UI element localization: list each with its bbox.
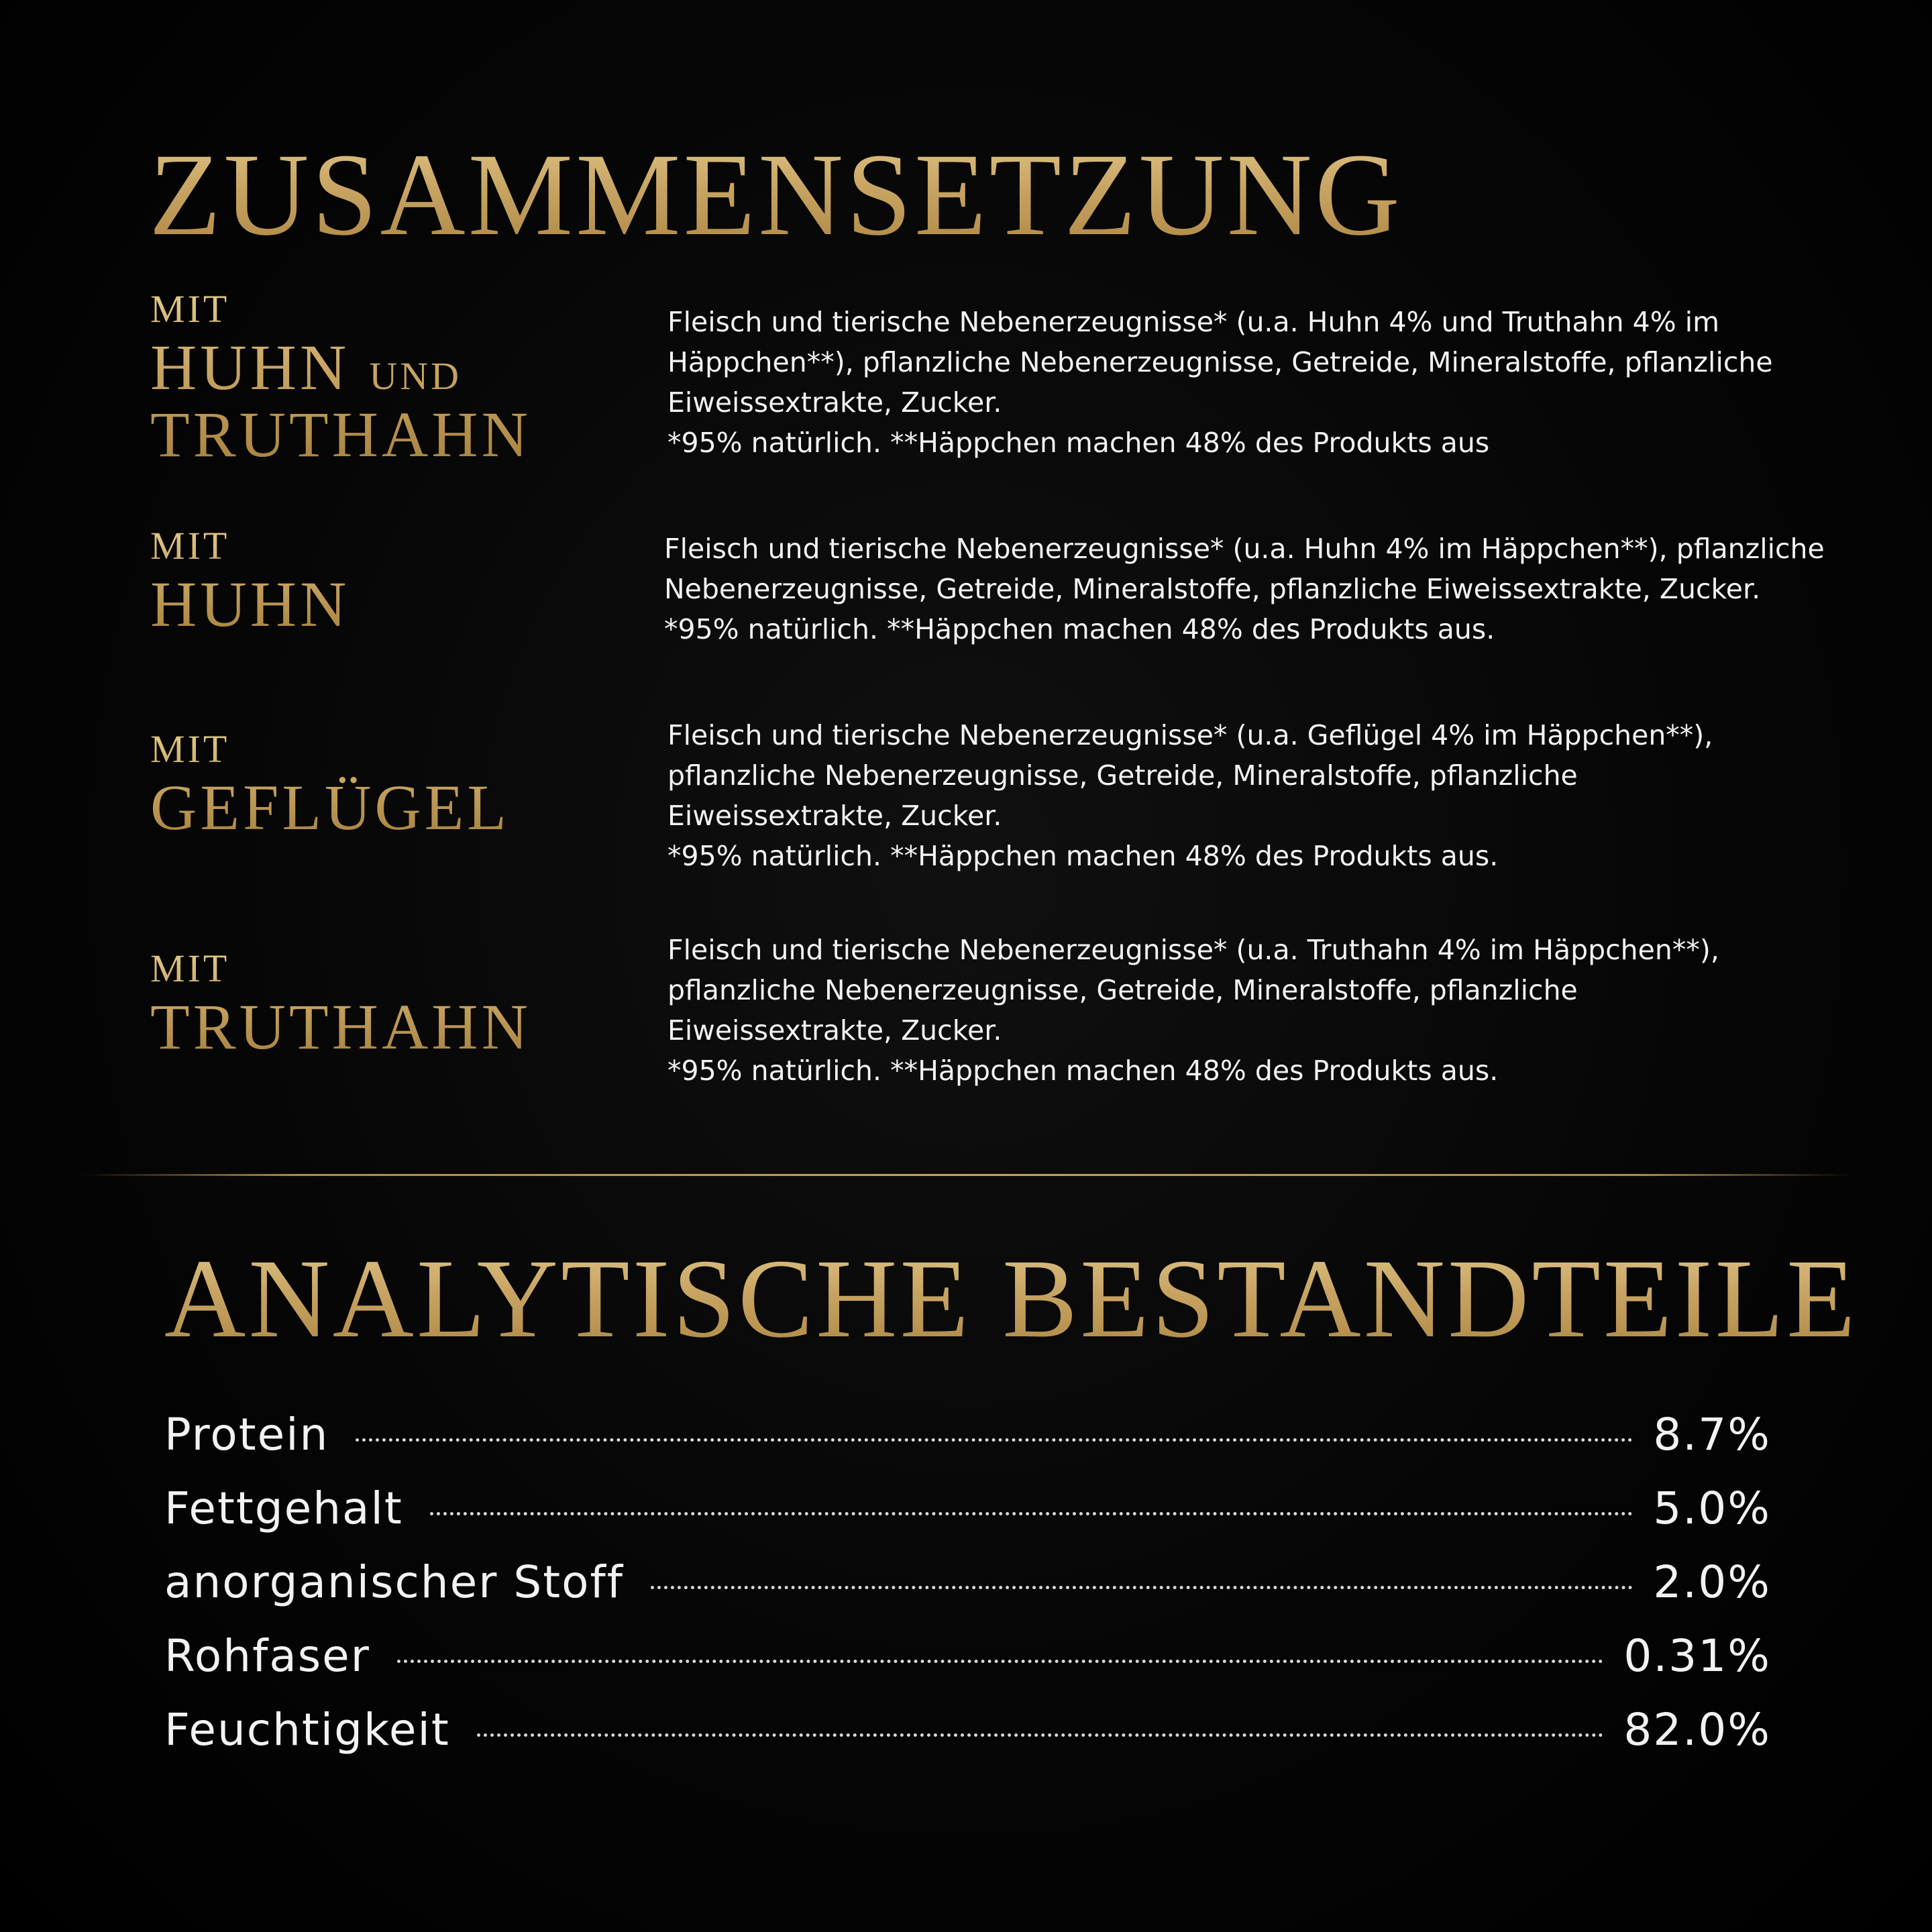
variant-footnote: *95% natürlich. **Häppchen machen 48% des Produkts aus.	[667, 840, 1499, 872]
variant-label-word: HUHN	[150, 331, 350, 403]
variant-label-small: MIT	[150, 727, 230, 771]
dotted-leader	[356, 1438, 1633, 1442]
variant-ingredients: Fleisch und tierische Nebenerzeugnisse* (u.a. Geflügel 4% im Häppchen**), pflanzliche Nebenerzeugnisse, Getreide, Mineralstoffe, pflanzliche Eiweissextrakte, Zucker.	[667, 719, 1713, 832]
analytics-row-feuchtigkeit	[164, 1704, 1771, 1778]
variant-description-gefluegel	[667, 715, 1768, 876]
variant-label-large: HUHN	[150, 568, 350, 640]
analytics-list	[164, 1409, 1771, 1778]
analytics-value: 8.7%	[1653, 1409, 1771, 1460]
analytics-row-protein	[164, 1409, 1771, 1483]
dotted-leader	[651, 1586, 1633, 1589]
variant-label-large: GEFLÜGEL	[150, 771, 510, 843]
analytics-label: Protein	[164, 1409, 329, 1460]
variant-label-truthahn	[150, 947, 531, 1063]
variant-label-small: MIT	[150, 947, 230, 990]
variant-label-connector: UND	[369, 354, 462, 398]
variant-description-huhn-truthahn	[667, 302, 1821, 463]
variant-description-truthahn	[667, 930, 1768, 1091]
analytics-value: 2.0%	[1653, 1556, 1771, 1608]
analytics-label: Feuchtigkeit	[164, 1704, 450, 1756]
analytics-value: 0.31%	[1623, 1630, 1771, 1682]
section-divider	[80, 1174, 1851, 1176]
analytics-value: 82.0%	[1623, 1704, 1771, 1756]
variant-ingredients: Fleisch und tierische Nebenerzeugnisse* (u.a. Huhn 4% im Häppchen**), pflanzliche Nebenerzeugnisse, Getreide, Mineralstoffe, pflanzliche Eiweissextrakte, Zucker.	[664, 533, 1825, 605]
dotted-leader	[430, 1512, 1633, 1515]
variant-label-large-2: TRUTHAHN	[150, 398, 531, 470]
variant-label-small: MIT	[150, 287, 230, 331]
dotted-leader	[477, 1733, 1604, 1737]
variant-label-gefluegel	[150, 727, 510, 843]
variant-ingredients: Fleisch und tierische Nebenerzeugnisse* (u.a. Huhn 4% und Truthahn 4% im Häppchen**), pflanzliche Nebenerzeugnisse, Getreide, Mineralstoffe, pflanzliche Eiweissextrakte, Zucker.	[667, 306, 1773, 419]
analytics-label: anorganischer Stoff	[164, 1556, 624, 1608]
analytics-label: Rohfaser	[164, 1630, 370, 1682]
variant-label-large	[150, 331, 531, 403]
variant-footnote: *95% natürlich. **Häppchen machen 48% des Produkts aus	[667, 427, 1490, 459]
variant-label-small: MIT	[150, 524, 230, 568]
analytics-value: 5.0%	[1653, 1483, 1771, 1534]
analytics-row-anorganischer-stoff	[164, 1556, 1771, 1630]
variant-description-huhn	[664, 529, 1845, 649]
dotted-leader	[397, 1660, 1603, 1663]
analytics-row-rohfaser	[164, 1630, 1771, 1704]
variant-label-huhn-truthahn	[150, 287, 531, 470]
analytics-label: Fettgehalt	[164, 1483, 403, 1534]
variant-footnote: *95% natürlich. **Häppchen machen 48% des Produkts aus.	[664, 613, 1495, 645]
variant-ingredients: Fleisch und tierische Nebenerzeugnisse* (u.a. Truthahn 4% im Häppchen**), pflanzliche Nebenerzeugnisse, Getreide, Mineralstoffe, pflanzliche Eiweissextrakte, Zucker.	[667, 934, 1719, 1046]
variant-label-huhn	[150, 524, 350, 640]
analytics-row-fettgehalt	[164, 1483, 1771, 1556]
variant-label-large: TRUTHAHN	[150, 991, 531, 1063]
composition-title: ZUSAMMENSETZUNG	[149, 127, 1403, 263]
variant-footnote: *95% natürlich. **Häppchen machen 48% des Produkts aus.	[667, 1055, 1499, 1087]
analytics-title: ANALYTISCHE BESTANDTEILE	[164, 1234, 1858, 1364]
